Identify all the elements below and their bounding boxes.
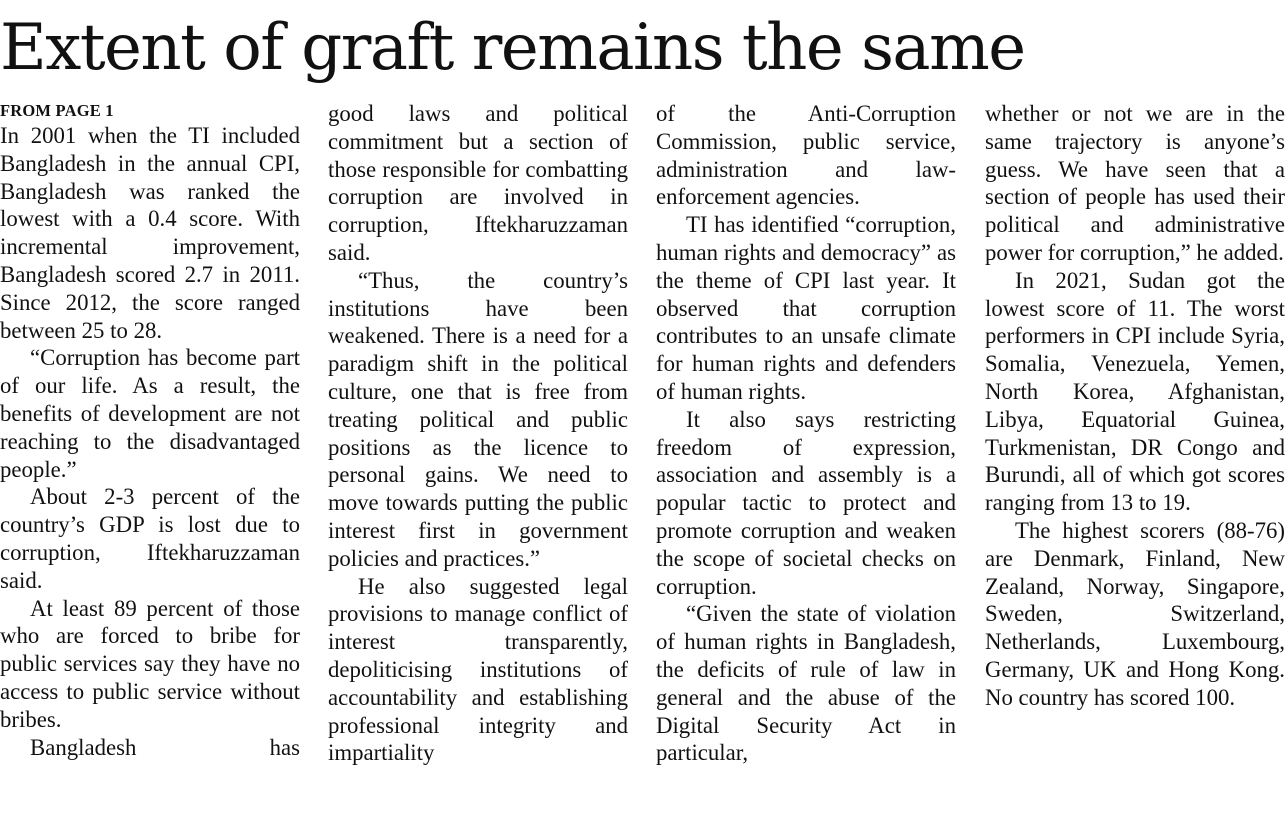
article-column-3 [656,100,956,828]
headline: Extent of graft remains the same [0,11,1025,85]
paragraph-7-continued: of the Anti-Corruption Commission, public service, administration and law-enforcement agencies. [656,101,956,210]
paragraph-8: TI has identified “corruption, human rights and democracy” as the theme of CPI last year. It observed that corruption contributes to an unsafe climate for human rights and defenders of human rights. [656,212,956,404]
article-column-2 [328,100,628,828]
paragraph-2: “Corruption has become part of our life. As a result, the benefits of development are not reaching to the disadvantaged people.” [0,345,300,482]
paragraph-10-continued: whether or not we are in the same trajectory is anyone’s guess. We have seen that a section of people has used their political and administrative power for corruption,” he added. [985,101,1285,265]
paragraph-4: At least 89 percent of those who are forced to bribe for public services say they have no access to public service without bribes. [0,595,300,732]
paragraph-10-start: “Given the state of violation of human rights in Bangladesh, the deficits of rule of law in general and the abuse of the Digital Security Act in particular, [656,601,956,766]
paragraph-12: The highest scorers (88-76) are Denmark, Finland, New Zealand, Norway, Singapore, Sweden, Switzerland, Netherlands, Luxembourg, Germany, UK and Hong Kong. No country has scored 100. [985,517,1285,710]
paragraph-7-start: He also suggested legal provisions to manage conflict of interest transparently, depoliticising institutions of accountability and establishing professional integrity and impartiality [328,573,628,766]
article-column-1 [0,100,300,828]
paragraph-5-start: Bangladesh has [30,734,300,760]
paragraph-11: In 2021, Sudan got the lowest score of 11. The worst performers in CPI include Syria, Somalia, Venezuela, Yemen, North Korea, Afghanistan, Libya, Equatorial Guinea, Turkmenistan, DR Congo and Burundi, all of which got scores ranging from 13 to 19. [985,267,1285,516]
paragraph-3: About 2-3 percent of the country’s GDP is lost due to corruption, Iftekharuzzaman said. [0,484,300,593]
kicker-from-page: FROM PAGE 1 [0,101,114,120]
paragraph-1: In 2001 when the TI included Bangladesh in the annual CPI, Bangladesh was ranked the lowest with a 0.4 score. With incremental improvement, Bangladesh scored 2.7 in 2011. Since 2012, the score ranged between 25 to 28. [0,123,300,343]
paragraph-6: “Thus, the country’s institutions have been weakened. There is a need for a paradigm shift in the political culture, one that is free from treating political and public positions as the licence to personal gains. We need to move towards putting the public interest first in government policies and practices.” [328,267,628,571]
article-column-4 [985,100,1285,828]
paragraph-5-continued: good laws and political commitment but a section of those responsible for combatting corruption are involved in corruption, Iftekharuzzaman said. [328,101,628,265]
paragraph-9: It also says restricting freedom of expression, association and assembly is a popular tactic to protect and promote corruption and weaken the scope of societal checks on corruption. [656,406,956,599]
